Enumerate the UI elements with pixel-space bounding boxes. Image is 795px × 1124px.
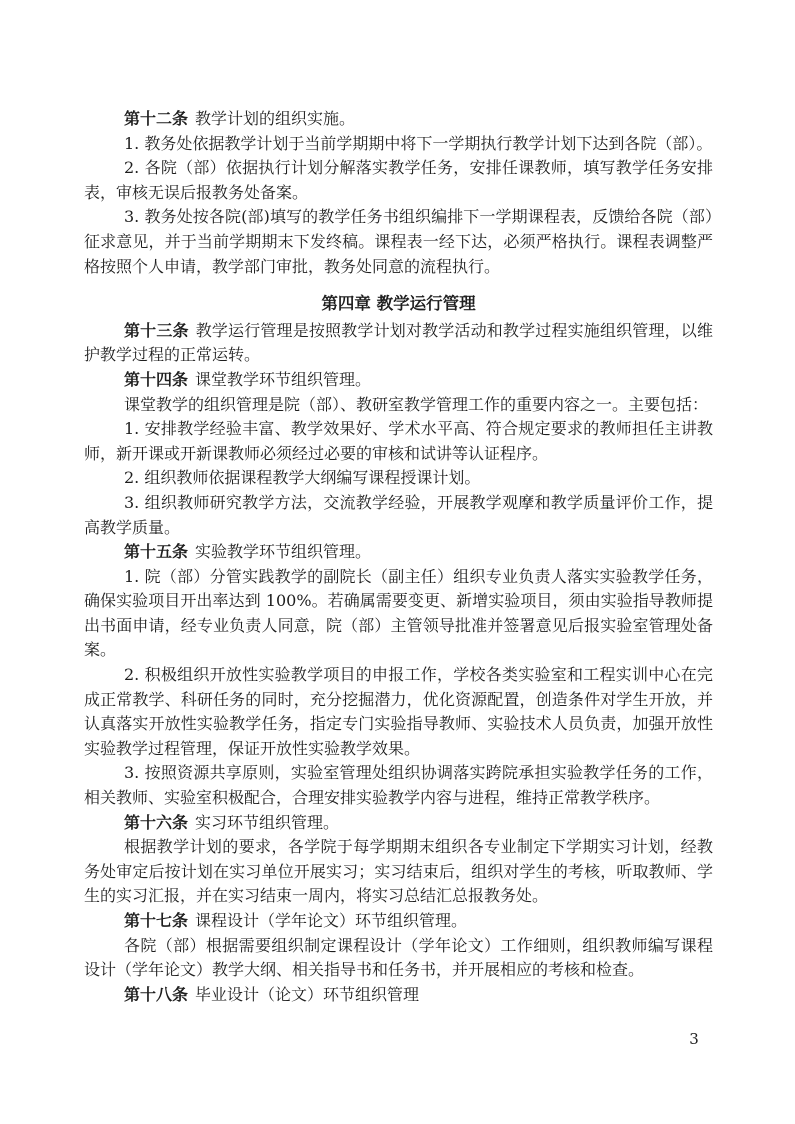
article-14-number: 第十四条 — [124, 369, 189, 389]
paragraph-14-item-3: 3. 组织教师研究教学方法，交流教学经验，开展教学观摩和教学质量评价工作，提高教学质量。 — [84, 492, 713, 537]
chapter-4-heading: 第四章 教学运行管理 — [321, 294, 476, 314]
paragraph-14-item-2: 2. 组织教师依据课程教学大纲编写课程授课计划。 — [124, 468, 481, 488]
article-16-number: 第十六条 — [124, 812, 189, 832]
article-12-title: 教学计划的组织实施。 — [195, 109, 356, 128]
paragraph-12-item-1: 1. 教务处依据教学计划于当前学期期中将下一学期执行教学计划下达到各院（部）。 — [124, 133, 713, 153]
paragraph-14-item-1: 1. 安排教学经验丰富、教学效果好、学术水平高、符合规定要求的教师担任主讲教师，新开课或开新课教师必须经过必要的审核和试讲等认证程序。 — [84, 419, 713, 463]
article-15-heading — [84, 540, 713, 565]
article-18-heading — [84, 983, 713, 1008]
article-15-title: 实验教学环节组织管理。 — [195, 542, 372, 562]
paragraph-15-item-1: 1. 院（部）分管实践教学的副院长（副主任）组织专业负责人落实实验教学任务，确保实验项目开出率达到 100%。若确属需要变更、新增实验项目，须由实验指导教师提出书面申请，经专业负责人同意，院（部）主管领导批准并签署意见后报实验室管理处备案。 — [84, 566, 713, 660]
paragraph-12-item-3: 3. 教务处按各院(部)填写的教学任务书组织编排下一学期课程表，反馈给各院（部）征求意见，并于当前学期期末下发终稿。课程表一经下达，必须严格执行。课程表调整严格按照个人申请，教学部门审批，教务处同意的流程执行。 — [84, 207, 713, 276]
article-13-heading — [84, 319, 713, 368]
article-14-title: 课堂教学环节组织管理。 — [195, 369, 372, 389]
paragraph-12-item-2: 2. 各院（部）依据执行计划分解落实教学任务，安排任课教师，填写教学任务安排表，审核无误后报教务处备案。 — [84, 158, 713, 202]
article-18-title: 毕业设计（论文）环节组织管理 — [195, 984, 420, 1004]
paragraph-16-body: 根据教学计划的要求，各学院于每学期期末组织各专业制定下学期实习计划，经教务处审定后按计划在实习单位开展实习；实习结束后，组织对学生的考核，听取教师、学生的实习汇报，并在实习结束一周内，将实习总结汇总报教务处。 — [84, 837, 713, 906]
article-17-number: 第十七条 — [124, 911, 189, 930]
article-15-number: 第十五条 — [124, 542, 189, 562]
article-12-heading — [84, 107, 713, 132]
paragraph-17-body: 各院（部）根据需要组织制定课程设计（学年论文）工作细则，组织教师编写课程设计（学年论文）教学大纲、相关指导书和任务书，并开展相应的考核和检查。 — [84, 935, 713, 980]
article-16-title: 实习环节组织管理。 — [195, 812, 340, 832]
article-16-heading — [84, 811, 713, 836]
page-number: 3 — [689, 1030, 699, 1048]
article-14-heading — [84, 368, 713, 393]
article-13-text: 教学运行管理是按照教学计划对教学活动和教学过程实施组织管理，以维护教学过程的正常运转。 — [84, 320, 713, 365]
paragraph-15-item-3: 3. 按照资源共享原则，实验室管理处组织协调落实跨院承担实验教学任务的工作，相关教师、实验室积极配合，合理安排实验教学内容与进程，维持正常教学秩序。 — [84, 763, 713, 808]
paragraph-15-item-2: 2. 积极组织开放性实验教学项目的申报工作，学校各类实验室和工程实训中心在完成正常教学、科研任务的同时，充分挖掘潜力，优化资源配置，创造条件对学生开放，并认真落实开放性实验教学任务，指定专门实验指导教师、实验技术人员负责，加强开放性实验教学过程管理，保证开放性实验教学效果。 — [84, 665, 713, 758]
article-13-number: 第十三条 — [124, 320, 189, 340]
article-17-title: 课程设计（学年论文）环节组织管理。 — [195, 911, 468, 930]
article-18-number: 第十八条 — [124, 984, 189, 1004]
document-body — [84, 107, 713, 1007]
article-17-heading — [84, 909, 713, 934]
article-12-number: 第十二条 — [124, 109, 189, 128]
paragraph-14-intro: 课堂教学的组织管理是院（部）、教研室教学管理工作的重要内容之一。主要包括： — [124, 394, 709, 414]
